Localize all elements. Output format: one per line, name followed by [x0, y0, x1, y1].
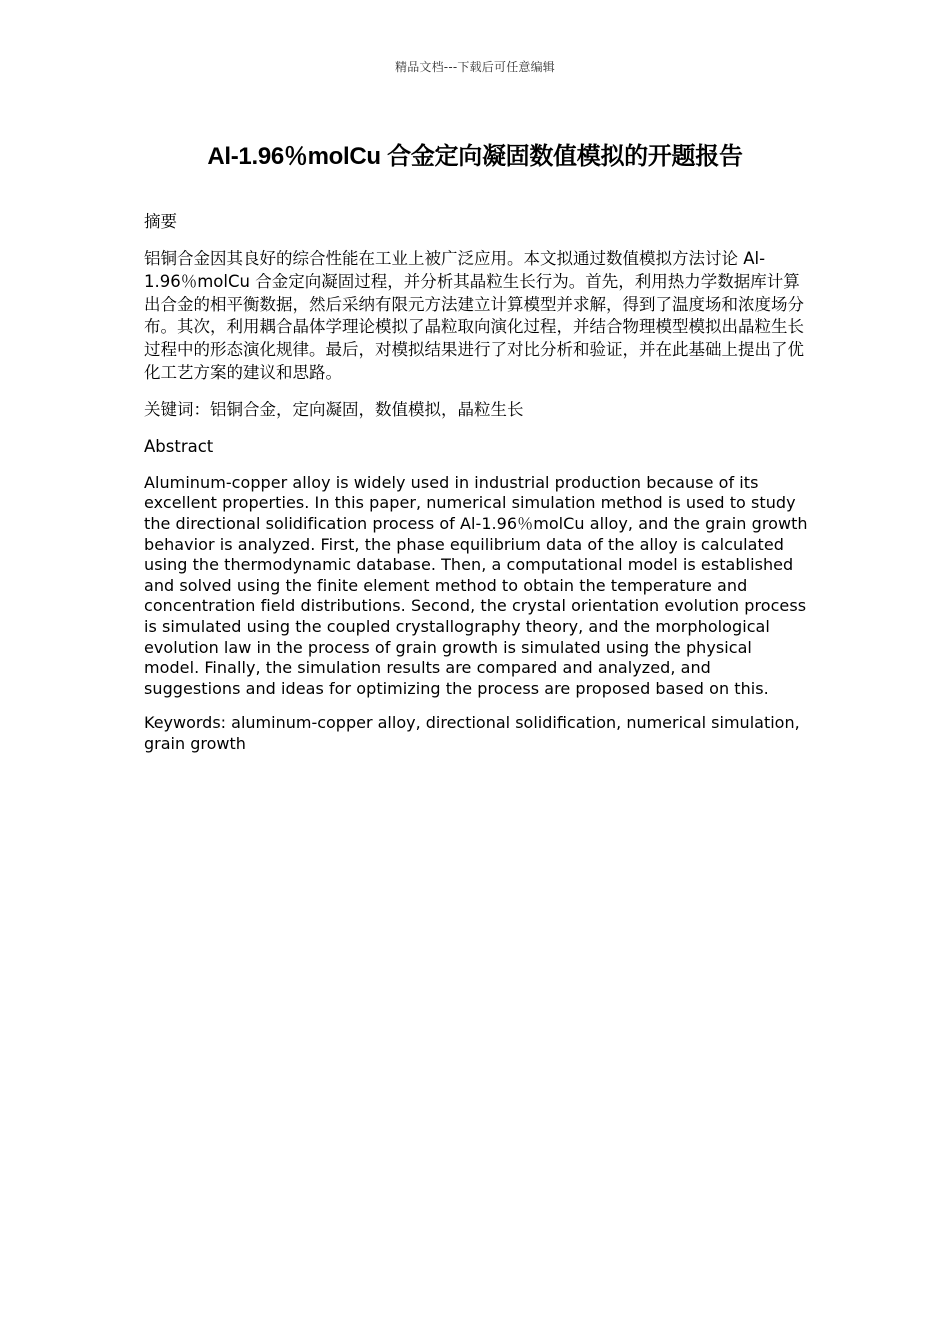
header-note: 精品文档---下载后可任意编辑	[395, 60, 555, 74]
keywords-zh: 关键词：铝铜合金，定向凝固，数值模拟，晶粒生长	[144, 399, 524, 419]
keywords-en: Keywords: aluminum-copper alloy, directional solidification, numerical simulation, grain growth	[144, 713, 800, 753]
document-body	[144, 210, 810, 755]
abstract-en-heading: Abstract	[144, 436, 214, 456]
abstract-zh-heading: 摘要	[144, 212, 177, 231]
abstract-zh-body: 铝铜合金因其良好的综合性能在工业上被广泛应用。本文拟通过数值模拟方法讨论 Al-1.96％molCu 合金定向凝固过程，并分析其晶粒生长行为。首先，利用热力学数据库计算出合金的相平衡数据，然后采纳有限元方法建立计算模型并求解，得到了温度场和浓度场分布。其次，利用耦合晶体学理论模拟了晶粒取向演化过程，并结合物理模型模拟出晶粒生长过程中的形态演化规律。最后，对模拟结果进行了对比分析和验证，并在此基础上提出了优化工艺方案的建议和思路。	[144, 249, 804, 382]
abstract-en-body: Aluminum-copper alloy is widely used in industrial production because of its excellent properties. In this paper, numerical simulation method is used to study the directional solidification process of Al-1.96％molCu alloy, and the grain growth behavior is analyzed. First, the phase equilibrium data of the alloy is calculated using the thermodynamic database. Then, a computational model is established and solved using the finite element method to obtain the temperature and concentration field distributions. Second, the crystal orientation evolution process is simulated using the coupled crystallography theory, and the morphological evolution law in the process of grain growth is simulated using the physical model. Finally, the simulation results are compared and analyzed, and suggestions and ideas for optimizing the process are proposed based on this.	[144, 472, 808, 698]
document-title: Al-1.96％molCu 合金定向凝固数值模拟的开题报告	[207, 143, 743, 170]
